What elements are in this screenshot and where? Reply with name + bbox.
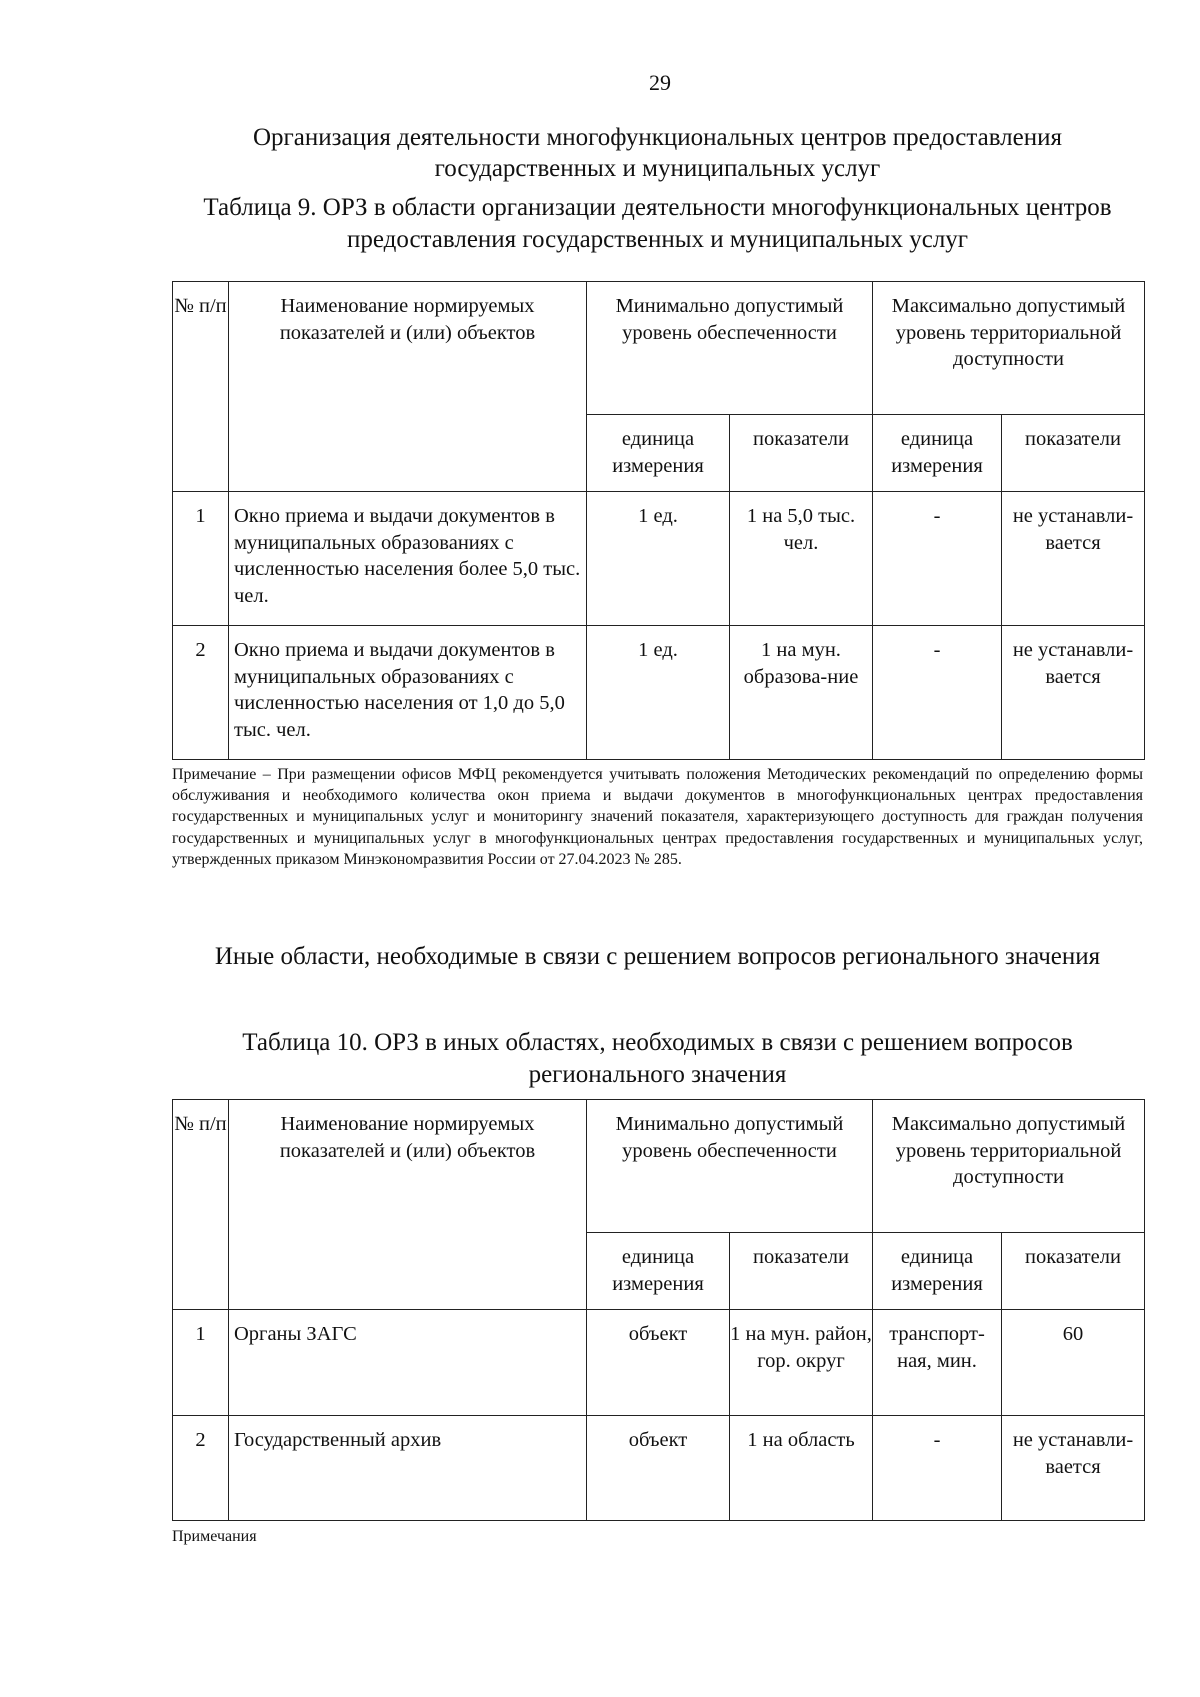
- cell-max-value: не устанавли-вается: [1002, 626, 1145, 760]
- cell-name: Окно приема и выдачи документов в муниципальных образованиях с численностью населения от 1,0 до 5,0 тыс. чел.: [229, 626, 587, 760]
- cell-num: 2: [173, 626, 229, 760]
- cell-min-unit: 1 ед.: [587, 626, 730, 760]
- cell-max-unit: -: [873, 626, 1002, 760]
- table-caption: Таблица 9. ОРЗ в области организации деятельности многофункциональных центров предоставления государственных и муниципальных услуг: [203, 194, 1112, 253]
- table-row: [173, 1310, 1145, 1416]
- cell-min-value: 1 на область: [730, 1416, 873, 1521]
- cell-name: Окно приема и выдачи документов в муниципальных образованиях с численностью населения более 5,0 тыс. чел.: [229, 492, 587, 626]
- header-min-value: показатели: [730, 1233, 873, 1310]
- cell-min-unit: объект: [587, 1416, 730, 1521]
- cell-name: Государственный архив: [229, 1416, 587, 1521]
- cell-name: Органы ЗАГС: [229, 1310, 587, 1416]
- cell-max-unit: -: [873, 492, 1002, 626]
- header-max-value: показатели: [1002, 1233, 1145, 1310]
- header-min-unit: единица измерения: [587, 1233, 730, 1310]
- cell-min-value: 1 на 5,0 тыс. чел.: [730, 492, 873, 626]
- header-max-group: Максимально допустимый уровень территориальной доступности: [873, 282, 1145, 415]
- table-row: [173, 1416, 1145, 1521]
- cell-min-unit: объект: [587, 1310, 730, 1416]
- page-number: 29: [649, 70, 671, 95]
- cell-max-unit: транспорт-ная, мин.: [873, 1310, 1002, 1416]
- cell-min-unit: 1 ед.: [587, 492, 730, 626]
- table-row: [173, 492, 1145, 626]
- table-row: [173, 626, 1145, 760]
- header-min-unit: единица измерения: [587, 415, 730, 492]
- table-10: [172, 1099, 1145, 1521]
- table-caption: Таблица 10. ОРЗ в иных областях, необходимых в связи с решением вопросов регионального значения: [242, 1029, 1073, 1088]
- notes-heading: Примечания: [172, 1528, 257, 1545]
- header-name: Наименование нормируемых показателей и (или) объектов: [229, 282, 587, 492]
- cell-num: 1: [173, 492, 229, 626]
- cell-max-value: 60: [1002, 1310, 1145, 1416]
- cell-num: 2: [173, 1416, 229, 1521]
- cell-max-value: не устанавли-вается: [1002, 1416, 1145, 1521]
- header-max-unit: единица измерения: [873, 415, 1002, 492]
- header-max-unit: единица измерения: [873, 1233, 1002, 1310]
- header-min-group: Минимально допустимый уровень обеспеченности: [587, 282, 873, 415]
- cell-min-value: 1 на мун. район, гор. округ: [730, 1310, 873, 1416]
- header-name: Наименование нормируемых показателей и (или) объектов: [229, 1100, 587, 1310]
- section-title: Организация деятельности многофункциональных центров предоставления государственных и муниципальных услуг: [252, 124, 1063, 182]
- header-max-group: Максимально допустимый уровень территориальной доступности: [873, 1100, 1145, 1233]
- header-num: № п/п: [173, 1100, 229, 1310]
- cell-num: 1: [173, 1310, 229, 1416]
- table-note: Примечание – При размещении офисов МФЦ рекомендуется учитывать положения Методических рекомендаций по определению формы обслуживания и необходимого количества окон приема и выдачи документов в многофункциональных центрах предоставления государственных и муниципальных услуг и мониторингу значений показателя, характеризующего доступность для граждан получения государственных и муниципальных услуг в многофункциональных центрах предоставления государственных и муниципальных услуг, утвержденных приказом Минэкономразвития России от 27.04.2023 № 285.: [172, 766, 1143, 868]
- header-num: № п/п: [173, 282, 229, 492]
- table-9: [172, 281, 1145, 760]
- cell-max-value: не устанавли-вается: [1002, 492, 1145, 626]
- cell-max-unit: -: [873, 1416, 1002, 1521]
- header-min-group: Минимально допустимый уровень обеспеченности: [587, 1100, 873, 1233]
- section-title: Иные области, необходимые в связи с решением вопросов регионального значения: [214, 943, 1101, 970]
- cell-min-value: 1 на мун. образова-ние: [730, 626, 873, 760]
- header-max-value: показатели: [1002, 415, 1145, 492]
- header-min-value: показатели: [730, 415, 873, 492]
